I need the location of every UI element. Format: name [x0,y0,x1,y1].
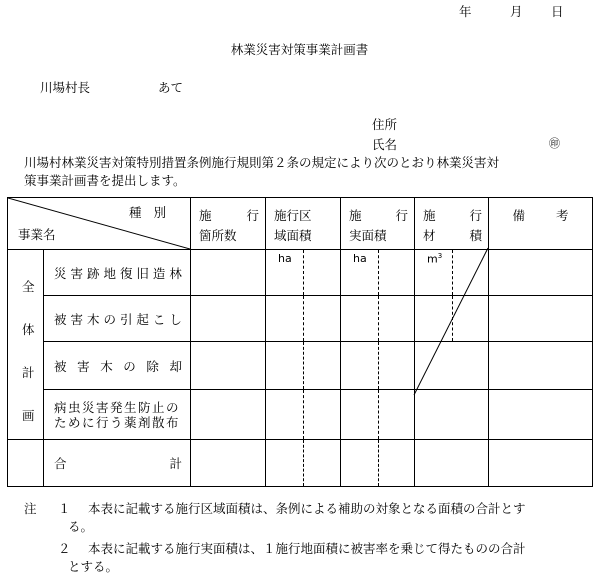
note-number: ２ [58,541,71,556]
side-label-char: 画 [22,408,35,423]
unit-ha: ha [278,252,292,265]
header-text: 施 [423,208,436,223]
header-text: 積 [469,228,482,243]
row-label-char: 復 [119,265,133,281]
row-label-char: 跡 [86,265,100,281]
row-label-char: 却 [169,358,182,374]
row-label-char: 除 [146,358,159,374]
row-label-char: の [103,311,116,327]
side-label-char: 全 [22,279,35,294]
intro-text-line-1: 川場村林業災害対策特別措置条例施行規則第２条の規定により次のとおり林業災害対 [24,155,500,170]
name-label: 氏名 [372,137,398,152]
header-text: 備 [512,208,525,223]
row-label-char: 被 [54,358,67,374]
unit-exponent: 3 [437,252,443,260]
header-text: 行 [469,208,482,223]
note-2-line-1 [58,540,526,558]
side-label-char: 計 [22,365,35,380]
header-text: 域面積 [274,228,312,243]
row-label-char: 災 [54,265,67,281]
header-text: 施行区 [274,208,312,223]
row-label-char: こ [152,311,166,327]
row-label-char: 引 [119,311,133,327]
header-text: 施 [349,208,362,223]
corner-bottom-label: 事業名 [18,227,56,242]
row-label-char: 林 [169,265,182,281]
header-text: 施 [199,208,212,223]
row-label-char: 木 [100,358,113,374]
address-label: 住所 [372,117,398,132]
header-text: 箇所数 [199,228,237,243]
month-label: 月 [510,4,523,19]
row-label: 病虫災害発生防止のために行う薬剤散布 [54,399,181,430]
row-label-char: 木 [86,311,100,327]
note-text: 本表に記載する施行実面積は、１施行地面積に被害率を乗じて得たものの合計 [88,541,526,556]
header-text: 材 [423,228,436,243]
note-2-line-2: とする。 [68,559,119,574]
row-label-char: 造 [152,265,166,281]
addressee-name: 川場村長 [40,80,91,95]
document-title: 林業災害対策事業計画書 [230,42,369,57]
row-label-char: の [123,358,136,374]
row-label-char: 起 [136,311,149,327]
day-label: 日 [551,4,564,19]
intro-text-line-2: 策事業計画書を提出します。 [24,173,186,188]
note-1-line-2: る。 [68,519,94,534]
row-label-char: し [169,311,182,327]
seal-mark: ㊞ [549,137,560,150]
unit-base: m [427,252,438,266]
row-label-char: 計 [169,456,182,471]
note-number: １ [58,501,71,516]
addressee-suffix: あて [158,80,184,95]
row-label-char: 旧 [136,265,149,281]
note-text: 本表に記載する施行区域面積は、条例による補助の対象となる面積の合計とす [88,501,526,516]
header-text: 考 [555,208,569,223]
note-1-line-1 [24,500,526,518]
row-label-char: 害 [70,265,83,281]
header-text: 行 [246,208,259,223]
row-label-char: 被 [54,311,67,327]
header-text: 実面積 [349,228,387,243]
row-label-char: 害 [77,358,90,374]
corner-top-label: 種別 [128,205,178,220]
side-label-char: 体 [22,322,35,337]
header-text: 行 [395,208,408,223]
unit-ha: ha [353,252,367,265]
row-label-char: 害 [70,311,83,327]
note-label: 注 [24,501,37,516]
row-label-char: 合 [54,456,67,471]
row-label-char: 地 [103,265,116,281]
year-label: 年 [459,4,472,19]
